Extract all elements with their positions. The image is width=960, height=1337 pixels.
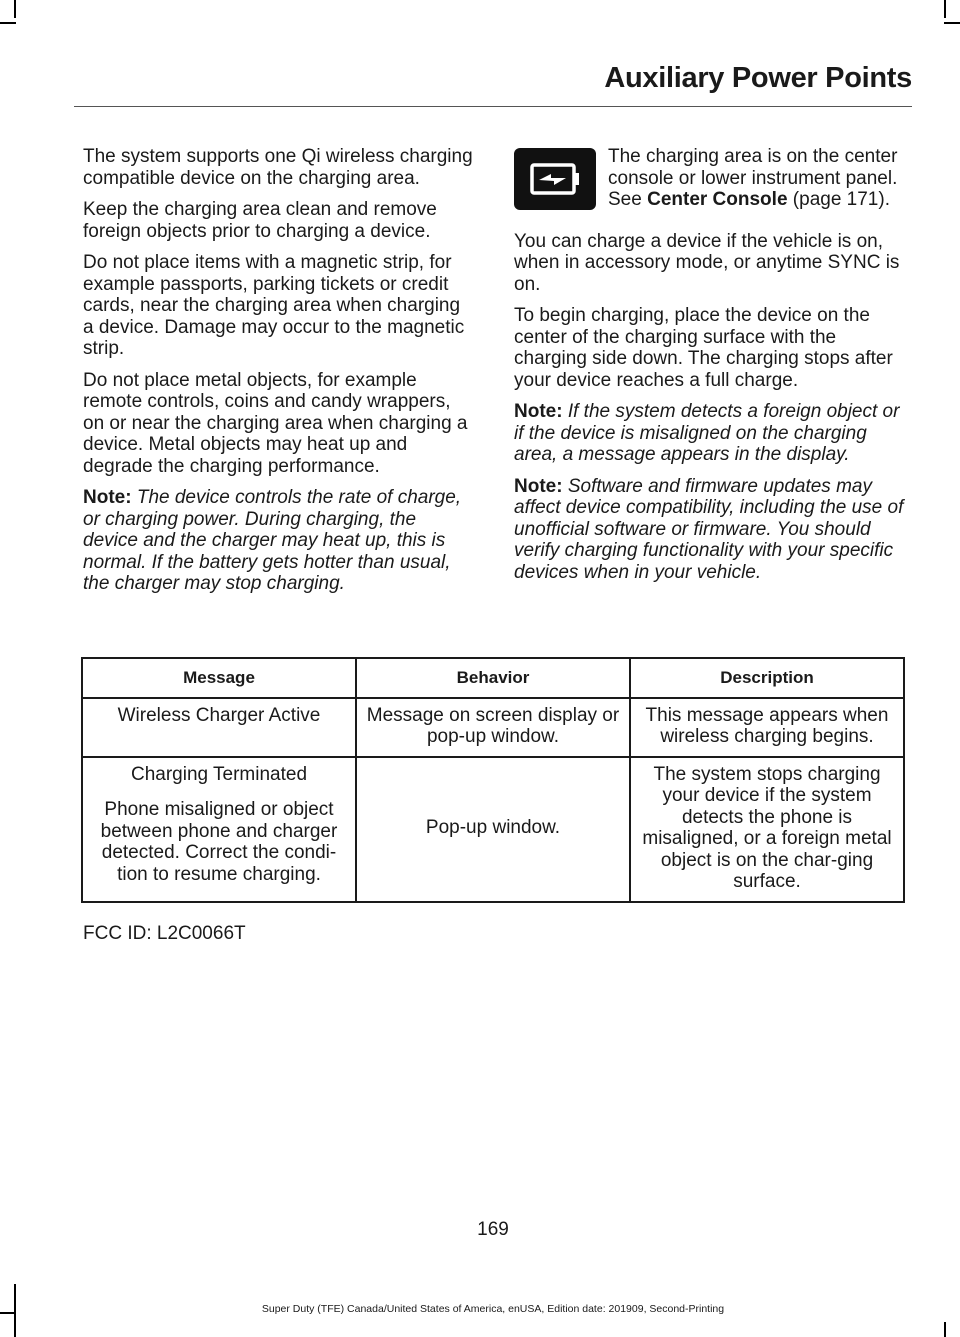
- center-console-link[interactable]: Center Console: [647, 189, 788, 210]
- cell-description: This message appears when wireless charging begins.: [630, 698, 904, 757]
- fcc-id: FCC ID: L2C0066T: [83, 923, 246, 944]
- crop-mark: [944, 22, 960, 24]
- column-header-message: Message: [82, 658, 356, 698]
- cell-message: Wireless Charger Active: [82, 698, 356, 757]
- crop-mark: [944, 1322, 946, 1337]
- paragraph: Do not place metal objects, for example remote controls, coins and candy wrappers, on or near the charging area when charging a device. Metal objects may heat up and degrade the charging performance.: [83, 369, 468, 477]
- page-number: 169: [477, 1219, 509, 1240]
- paragraph: To begin charging, place the device on the center of the charging surface with the charging side down. The charging stops after your device reaches a full charge.: [514, 305, 893, 391]
- column-header-behavior: Behavior: [356, 658, 630, 698]
- cell-behavior: Message on screen display or pop-up window.: [356, 698, 630, 757]
- cell-message: [82, 757, 356, 902]
- wireless-charging-battery-icon: [514, 148, 596, 210]
- footer-text: Super Duty (TFE) Canada/United States of America, enUSA, Edition date: 201909, Second-Printing: [261, 1303, 725, 1315]
- note-label: Note:: [83, 487, 132, 508]
- cell-description: The system stops charging your device if the system detects the phone is misaligned, or a foreign metal object is on the char-ging surface.: [630, 757, 904, 902]
- table-row: [82, 698, 904, 757]
- paragraph-text: The charging area is on the center console or lower instrument panel. See: [608, 146, 898, 210]
- note: [514, 401, 906, 466]
- message-table: [81, 657, 905, 903]
- note: [83, 487, 475, 595]
- paragraph: Keep the charging area clean and remove foreign objects prior to charging a device.: [83, 199, 437, 242]
- paragraph: You can charge a device if the vehicle is on, when in accessory mode, or anytime SYNC is on.: [514, 230, 900, 295]
- crop-mark: [944, 0, 946, 18]
- header-rule: [74, 106, 912, 107]
- note: [514, 476, 906, 584]
- table-header-row: [82, 658, 904, 698]
- note-text: Software and firmware updates may affect device compatibility, including the use of unofficial software or firmware. You should verify charging functionality with your specific devices when in your vehicle.: [514, 475, 904, 583]
- page-title: Auxiliary Power Points: [604, 62, 912, 94]
- message-title: Charging Terminated: [130, 763, 308, 785]
- note-text: If the system detects a foreign object or if the device is misaligned on the charging area, a message appears in the display.: [514, 401, 900, 465]
- note-label: Note:: [514, 475, 563, 497]
- crop-mark: [0, 22, 16, 24]
- column-header-description: Description: [630, 658, 904, 698]
- table-row: [82, 757, 904, 902]
- paragraph: The system supports one Qi wireless charging compatible device on the charging area.: [83, 146, 473, 189]
- cell-behavior: Pop-up window.: [356, 757, 630, 902]
- right-column: [514, 146, 906, 593]
- paragraph: Do not place items with a magnetic strip, for example passports, parking tickets or credit cards, near the charging area when charging a device. Damage may occur to the magnetic strip.: [83, 252, 465, 359]
- note-label: Note:: [514, 401, 563, 422]
- page-reference: (page 171).: [787, 189, 890, 210]
- left-column: [83, 146, 475, 605]
- note-text: The device controls the rate of charge, or charging power. During charging, the device and the charger may heat up, this is normal. If the battery gets hotter than usual, the charger may stop charging.: [83, 487, 462, 594]
- crop-mark: [14, 0, 16, 18]
- message-detail: Phone misaligned or object between phone and charger detected. Correct the condi-tion to resume charging.: [100, 799, 338, 885]
